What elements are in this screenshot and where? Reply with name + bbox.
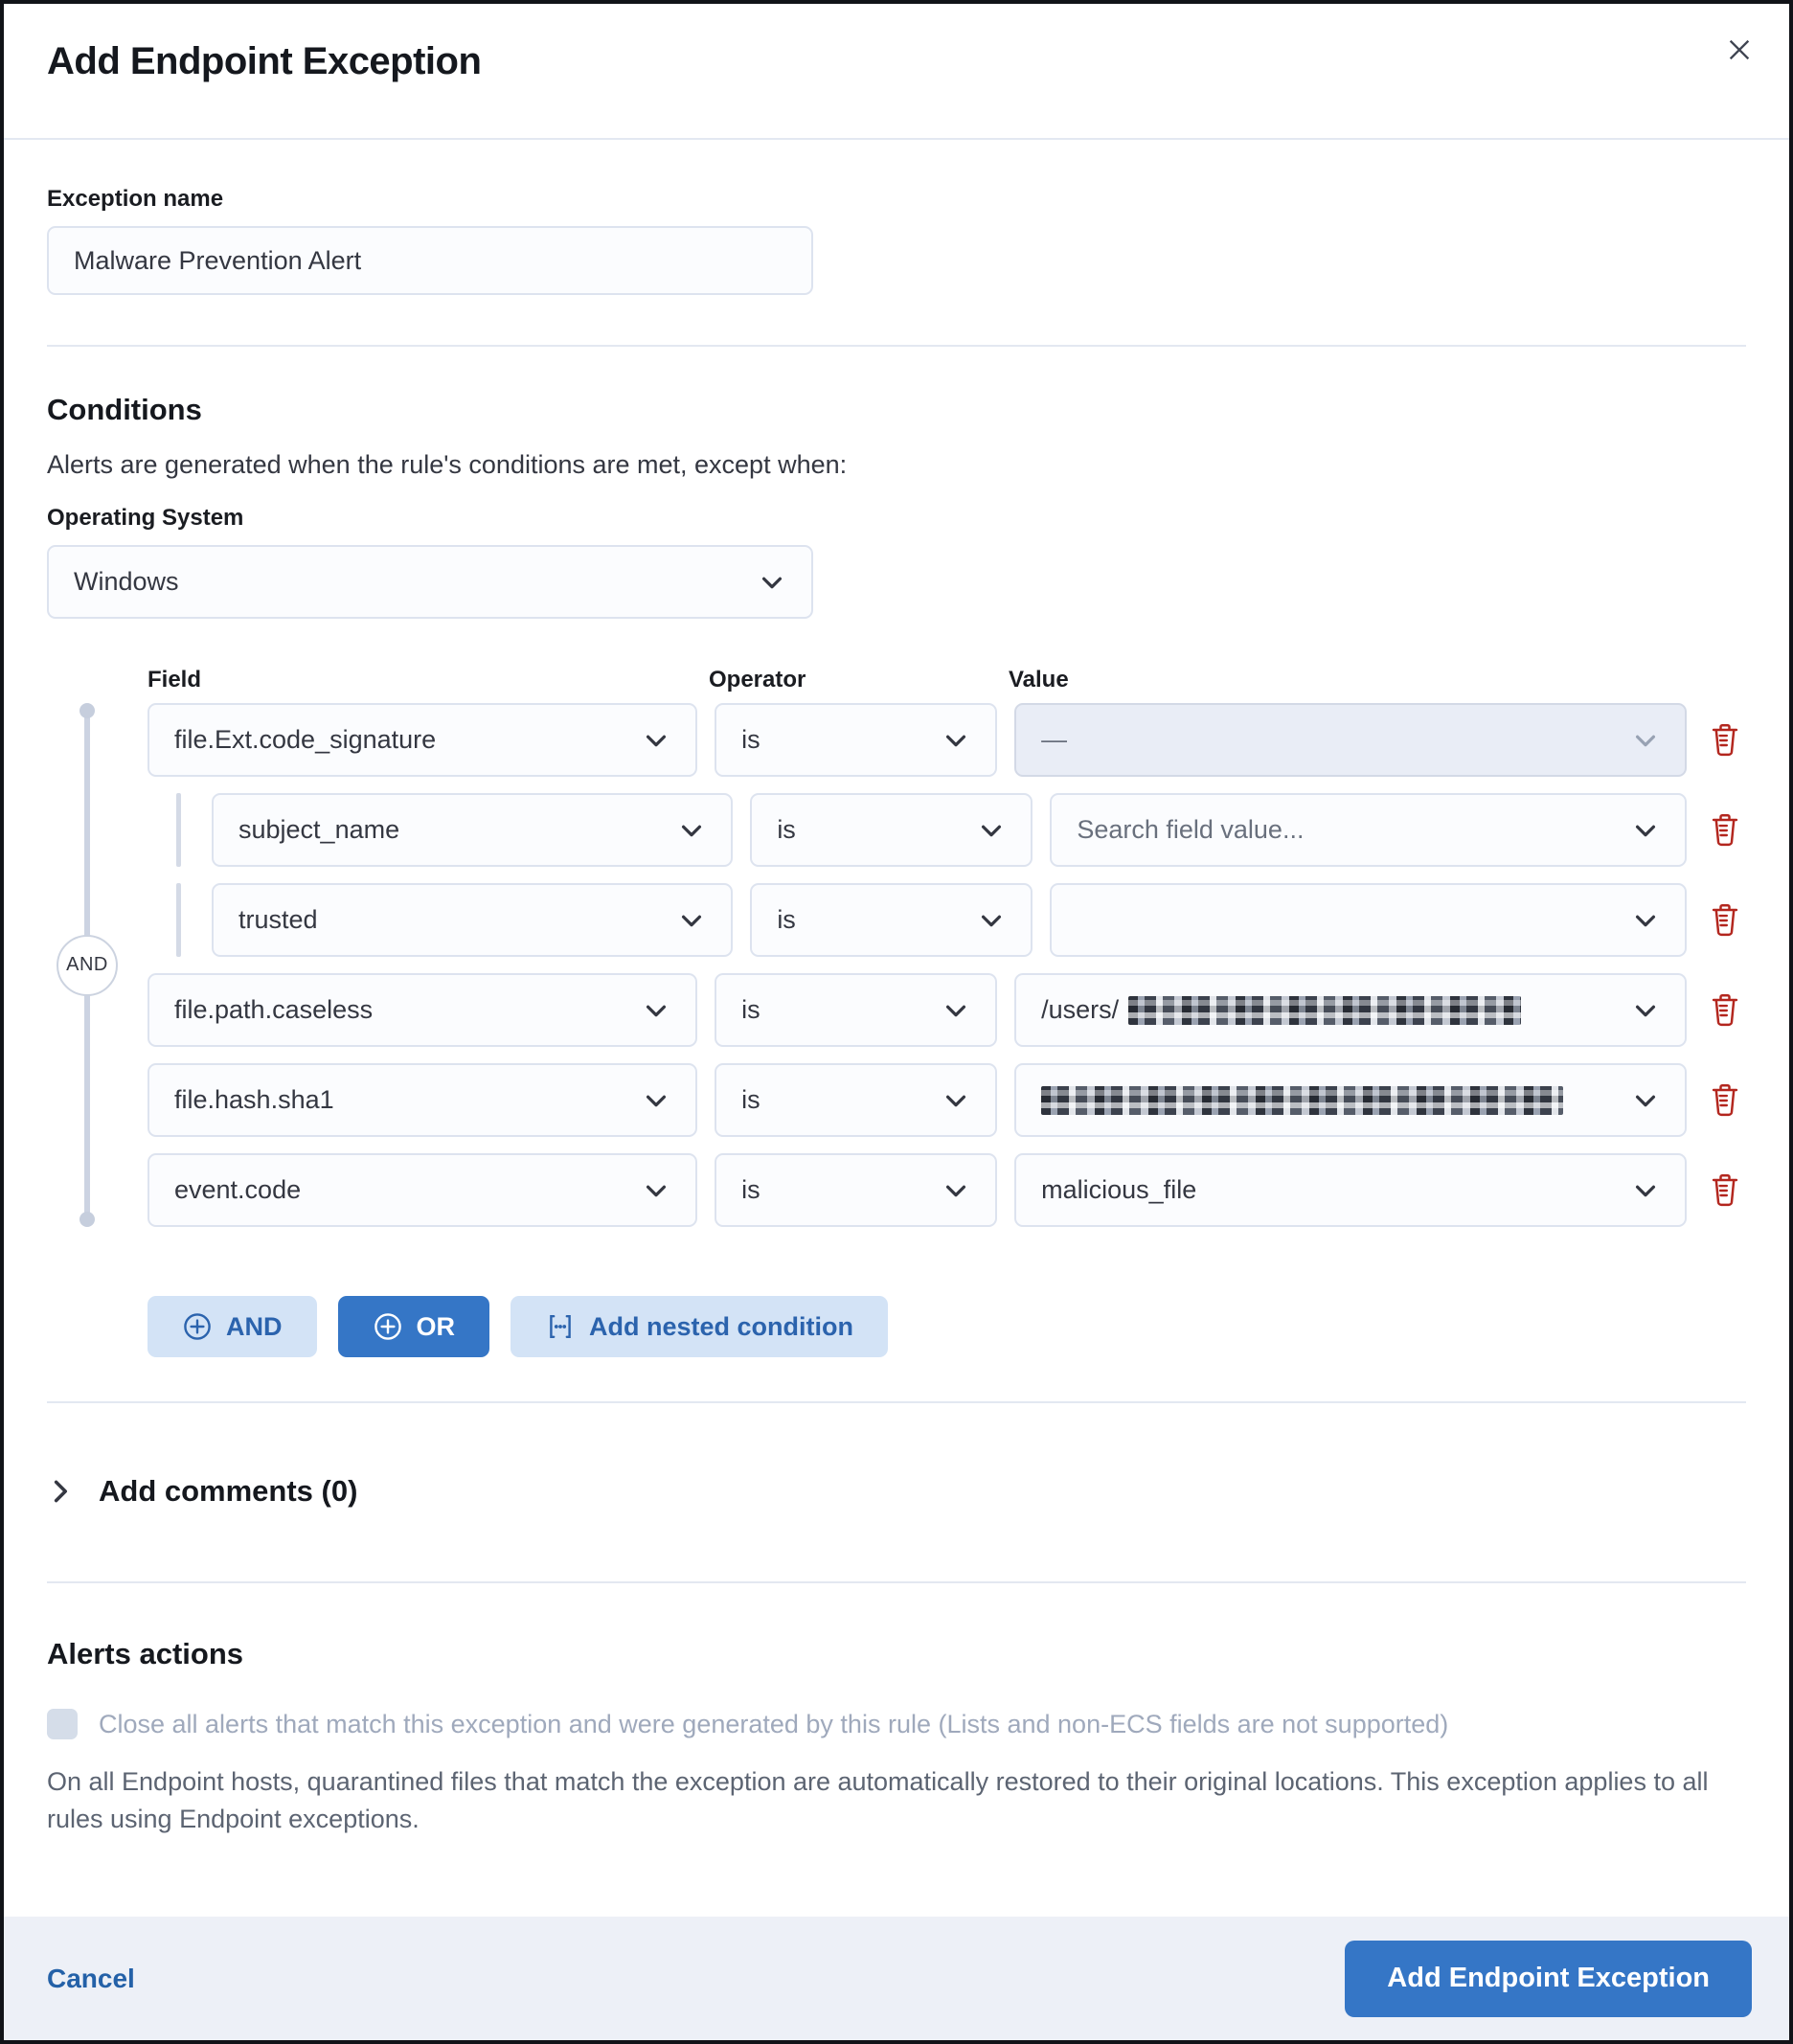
chevron-down-icon [1631,1086,1660,1115]
condition-column-labels [148,667,1746,693]
and-connector-badge: AND [57,935,118,996]
connector-dot [79,703,95,718]
condition-row [148,703,1746,777]
conditions-heading: Conditions [47,393,202,426]
add-endpoint-exception-button[interactable]: Add Endpoint Exception [1345,1941,1752,2017]
connector-dot [79,1212,95,1227]
add-and-condition-button[interactable] [148,1296,317,1357]
chevron-down-icon [642,1176,670,1205]
trash-icon [1708,1083,1742,1118]
modal-footer [4,1917,1789,2040]
add-comments-label: Add comments (0) [99,1474,358,1508]
exception-name-label: Exception name [47,186,224,212]
modal-header [4,4,1789,140]
condition-value-select[interactable] [1050,793,1687,867]
condition-operator-select[interactable] [750,883,1033,957]
chevron-down-icon [942,1176,970,1205]
modal-title: Add Endpoint Exception [47,40,482,82]
condition-value: — [1041,725,1068,754]
condition-row [148,1153,1746,1227]
exception-name-value: Malware Prevention Alert [74,245,362,275]
add-or-label: OR [416,1311,455,1341]
trash-icon [1708,993,1742,1028]
delete-condition-button[interactable] [1704,982,1746,1039]
condition-operator-value: is [741,995,760,1024]
condition-field-value: event.code [174,1175,302,1204]
divider [47,1581,1746,1583]
condition-field-value: subject_name [238,815,400,844]
condition-value-select[interactable] [1014,1063,1687,1137]
condition-value-placeholder: Search field value... [1077,815,1305,844]
chevron-down-icon [642,1086,670,1115]
condition-operator-value: is [777,815,796,844]
condition-operator-select[interactable] [715,973,997,1047]
nested-indent-bar [176,793,181,867]
nested-condition-icon [545,1311,576,1342]
condition-value-select [1014,703,1687,777]
condition-field-value: trusted [238,905,318,934]
chevron-down-icon [642,996,670,1025]
add-or-condition-button[interactable] [338,1296,490,1357]
divider [47,1401,1746,1403]
divider [47,345,1746,347]
delete-condition-button[interactable] [1704,1162,1746,1219]
condition-row [148,1063,1746,1137]
condition-field-value: file.path.caseless [174,995,374,1024]
operator-column-label: Operator [708,667,806,693]
add-nested-label: Add nested condition [589,1311,853,1341]
cancel-button[interactable]: Cancel [47,1963,135,1993]
delete-condition-button[interactable] [1704,802,1746,859]
field-column-label: Field [148,667,202,693]
condition-row-nested [176,793,1746,867]
add-and-label: AND [226,1311,283,1341]
condition-operator-select[interactable] [715,1153,997,1227]
operating-system-select[interactable] [47,545,813,619]
condition-value: /users/ [1041,995,1120,1024]
alerts-actions-heading: Alerts actions [47,1637,244,1670]
operating-system-label: Operating System [47,505,244,531]
condition-operator-select[interactable] [750,793,1033,867]
chevron-down-icon [677,906,706,935]
operating-system-value: Windows [74,567,179,596]
condition-value-select[interactable] [1014,973,1687,1047]
condition-field-select[interactable] [212,793,733,867]
condition-value-select[interactable] [1050,883,1687,957]
trash-icon [1708,903,1742,938]
condition-value: malicious_file [1041,1175,1197,1204]
condition-field-select[interactable] [148,973,697,1047]
conditions-description: Alerts are generated when the rule's conditions are met, except when: [47,450,848,479]
condition-value-select[interactable] [1014,1153,1687,1227]
chevron-down-icon [1631,996,1660,1025]
close-alerts-checkbox-row [47,1706,1746,1742]
chevron-down-icon [942,1086,970,1115]
chevron-down-icon [758,568,786,597]
delete-condition-button[interactable] [1704,1072,1746,1129]
chevron-down-icon [642,726,670,755]
delete-condition-button[interactable] [1704,712,1746,769]
modal-body [4,140,1789,1917]
trash-icon [1708,723,1742,758]
add-nested-condition-button[interactable] [511,1296,888,1357]
add-comments-toggle[interactable] [47,1474,1746,1509]
plus-circle-icon [182,1311,213,1342]
endpoint-exception-note: On all Endpoint hosts, quarantined files that match the exception are automatically restored to their original locations. This exception applies to all rules using Endpoint exceptions. [47,1767,1709,1833]
condition-rows [66,703,1746,1227]
trash-icon [1708,1173,1742,1208]
condition-operator-value: is [777,905,796,934]
nested-indent-bar [176,883,181,957]
close-alerts-checkbox-label: Close all alerts that match this exception and were generated by this rule (Lists and non-ECS fields are not supported) [99,1710,1449,1738]
chevron-down-icon [1631,1176,1660,1205]
chevron-down-icon [1631,816,1660,845]
condition-row-nested [176,883,1746,957]
chevron-down-icon [977,906,1006,935]
trash-icon [1708,813,1742,848]
chevron-down-icon [677,816,706,845]
condition-field-select[interactable] [148,1063,697,1137]
chevron-down-icon [942,726,970,755]
and-connector-line [66,709,108,1221]
chevron-down-icon [942,996,970,1025]
condition-field-select[interactable] [148,1153,697,1227]
condition-field-select[interactable] [148,703,697,777]
condition-operator-value: is [741,725,760,754]
redacted-text [1128,996,1521,1025]
condition-field-value: file.Ext.code_signature [174,725,437,754]
condition-add-buttons [47,1296,1746,1357]
condition-builder [47,667,1746,1227]
condition-operator-select[interactable] [715,703,997,777]
condition-operator-value: is [741,1085,760,1114]
close-icon [1724,34,1755,65]
condition-field-select[interactable] [212,883,733,957]
condition-operator-select[interactable] [715,1063,997,1137]
delete-condition-button[interactable] [1704,892,1746,949]
redacted-text [1041,1086,1563,1115]
plus-circle-icon [373,1311,403,1342]
close-button[interactable] [1716,27,1762,73]
exception-name-input[interactable] [47,226,813,295]
chevron-down-icon [1631,726,1660,755]
condition-field-value: file.hash.sha1 [174,1085,334,1114]
close-alerts-checkbox[interactable] [47,1709,78,1739]
chevron-down-icon [1631,906,1660,935]
condition-operator-value: is [741,1175,760,1204]
condition-row [148,973,1746,1047]
chevron-right-icon [47,1478,74,1505]
value-column-label: Value [1008,667,1069,693]
chevron-down-icon [977,816,1006,845]
